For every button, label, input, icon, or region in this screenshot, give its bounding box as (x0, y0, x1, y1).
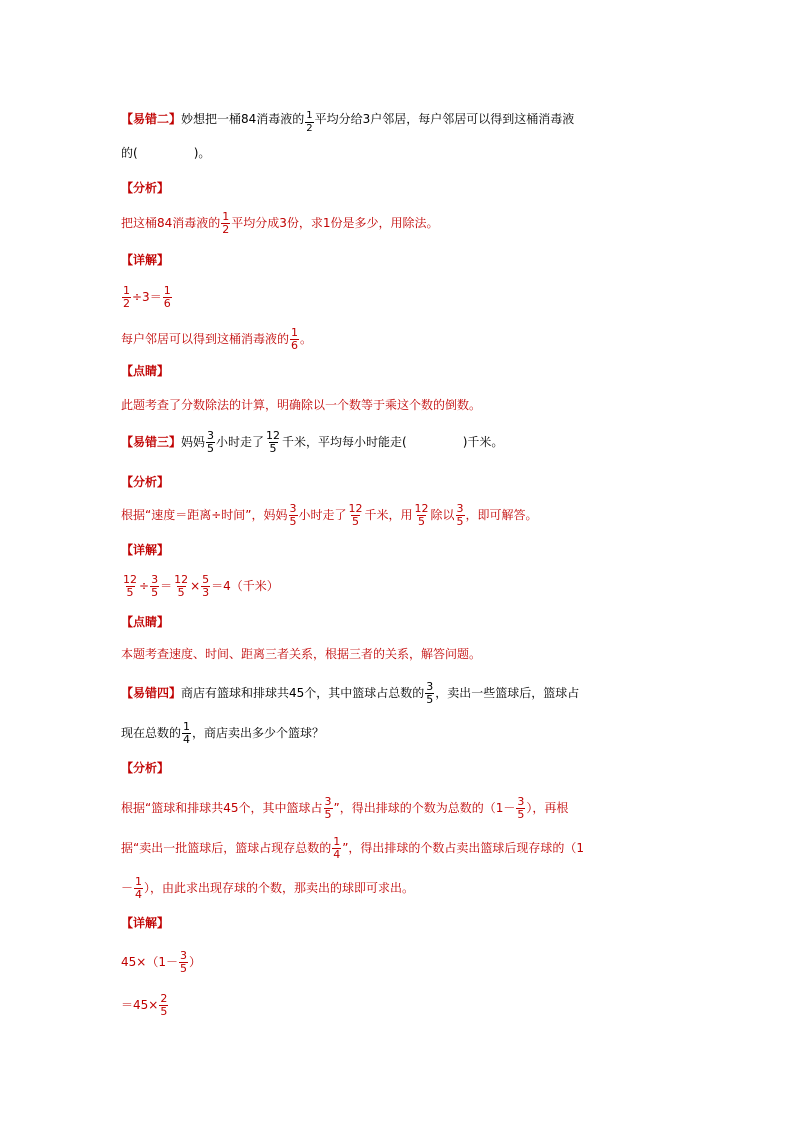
q2-answer-b: 。 (300, 332, 313, 346)
q3-stem-b: 小时走了 (216, 435, 265, 449)
q4-analysis-d: 据“卖出一批篮球后，篮球占现存总数的 (121, 841, 332, 855)
unit: （千米） (230, 579, 279, 593)
q4-analysis-a: 根据“篮球和排球共45个，其中篮球占 (121, 801, 323, 815)
q3-analysis-b: 小时走了 (298, 508, 347, 522)
fraction: $\frac{3}{5}$ (426, 680, 434, 706)
q4-analysis-line2 (121, 836, 584, 861)
q4-analysis-c: ），再根 (526, 801, 569, 815)
operator: ÷ (139, 579, 150, 593)
q2-comment: 此题考查了分数除法的计算，明确除以一个数等于乘这个数的倒数。 (121, 398, 482, 412)
q2-analysis-a: 把这桶84消毒液的 (121, 216, 221, 230)
q4-stem-line1 (121, 681, 579, 706)
fraction: $\frac{12}{5}$ (414, 502, 429, 528)
q2-analysis (121, 211, 439, 236)
fraction: $\frac{3}{5}$ (324, 795, 332, 821)
fraction: $\frac{1}{2}$ (222, 210, 230, 236)
operator: ＝ (160, 579, 173, 593)
fraction: $\frac{2}{5}$ (160, 992, 168, 1018)
q2-comment-label: 【点睛】 (121, 364, 170, 378)
q4-detail-c: ＝45× (121, 998, 159, 1012)
q3-stem-c: 千米，平均每小时能走( (282, 435, 407, 449)
q2-analysis-label: 【分析】 (121, 181, 170, 195)
q4-analysis-g: ），由此求出现存球的个数，那卖出的球即可求出。 (144, 881, 415, 895)
fraction: $\frac{3}{5}$ (151, 573, 159, 599)
q4-detail-label: 【详解】 (121, 916, 170, 930)
fraction: $\frac{3}{5}$ (179, 949, 187, 975)
fraction: $\frac{1}{4}$ (333, 835, 341, 861)
q3-analysis-a: 根据“速度＝距离÷时间”，妈妈 (121, 508, 288, 522)
q3-analysis-d: 除以 (430, 508, 455, 522)
q2-stem-line2 (121, 145, 210, 161)
q4-stem-line2 (121, 721, 324, 746)
fraction: $\frac{3}{5}$ (456, 502, 464, 528)
fraction: $\frac{5}{3}$ (202, 573, 210, 599)
q4-stem-b: ，卖出一些篮球后，篮球占 (435, 686, 580, 700)
q3-stem (121, 430, 503, 455)
q3-analysis-label: 【分析】 (121, 475, 170, 489)
q3-analysis (121, 503, 538, 528)
q2-calculation (121, 285, 173, 310)
q4-stem-c: 现在总数的 (121, 726, 182, 740)
fraction: $\frac{1}{6}$ (291, 326, 299, 352)
q2-detail-label: 【详解】 (121, 253, 170, 267)
q4-stem-a: 商店有篮球和排球共45个，其中篮球占总数的 (181, 686, 425, 700)
q3-comment: 本题考查速度、时间、距离三者关系，根据三者的关系，解答问题。 (121, 647, 482, 661)
q3-stem-a: 妈妈 (181, 435, 206, 449)
q2-tag: 【易错二】 (121, 112, 182, 126)
q2-stem-c-a: 的( (121, 146, 138, 160)
fraction: $\frac{12}{5}$ (123, 573, 137, 599)
q4-detail-step1 (121, 950, 201, 975)
fraction: $\frac{3}{5}$ (207, 429, 215, 455)
q2-stem-line1 (121, 110, 574, 135)
fraction: $\frac{1}{4}$ (183, 720, 191, 746)
fraction: $\frac{3}{5}$ (289, 502, 297, 528)
q4-detail-b: ） (188, 955, 201, 969)
q2-answer (121, 327, 312, 352)
q3-detail-label: 【详解】 (121, 543, 170, 557)
q4-analysis-line1 (121, 796, 568, 821)
q2-analysis-b: 平均分成3份，求1份是多少，用除法。 (231, 216, 439, 230)
q2-stem-b: 平均分给3户邻居，每户邻居可以得到这桶消毒液 (314, 112, 575, 126)
operator: × (190, 579, 201, 593)
q3-calculation (121, 574, 279, 599)
operator: ÷3＝ (132, 290, 162, 304)
q3-analysis-c: 千米，用 (364, 508, 413, 522)
fraction: $\frac{12}{5}$ (174, 573, 189, 599)
q2-answer-a: 每户邻居可以得到这桶消毒液的 (121, 332, 290, 346)
q4-analysis-label: 【分析】 (121, 761, 170, 775)
q3-tag: 【易错三】 (121, 435, 182, 449)
q4-tag: 【易错四】 (121, 686, 182, 700)
fraction: $\frac{1}{4}$ (135, 875, 143, 901)
fraction: $\frac{12}{5}$ (348, 502, 363, 528)
q4-analysis-e: ”，得出排球的个数占卖出篮球后现存球的（1 (342, 841, 585, 855)
q3-analysis-e: ，即可解答。 (465, 508, 538, 522)
q3-stem-d: )千米。 (462, 435, 504, 449)
q2-stem-fraction: $\frac{1}{2}$ (306, 110, 313, 134)
result: ＝4 (211, 579, 231, 593)
q3-comment-label: 【点睛】 (121, 615, 170, 629)
q4-detail-step2 (121, 993, 169, 1018)
q4-analysis-b: ”，得出排球的个数为总数的（1－ (333, 801, 516, 815)
fraction: $\frac{1}{2}$ (123, 284, 130, 310)
fraction: $\frac{1}{6}$ (163, 284, 171, 310)
q4-analysis-line3 (121, 876, 414, 901)
q2-stem-c-b: )。 (193, 146, 211, 160)
fraction: $\frac{3}{5}$ (517, 795, 525, 821)
q4-stem-d: ，商店卖出多少个篮球？ (192, 726, 325, 740)
q4-detail-a: 45×（1－ (121, 955, 178, 969)
fraction: $\frac{12}{5}$ (266, 429, 281, 455)
q4-analysis-f: － (121, 881, 134, 895)
q2-stem-a: 妙想把一桶84消毒液的 (181, 112, 305, 126)
